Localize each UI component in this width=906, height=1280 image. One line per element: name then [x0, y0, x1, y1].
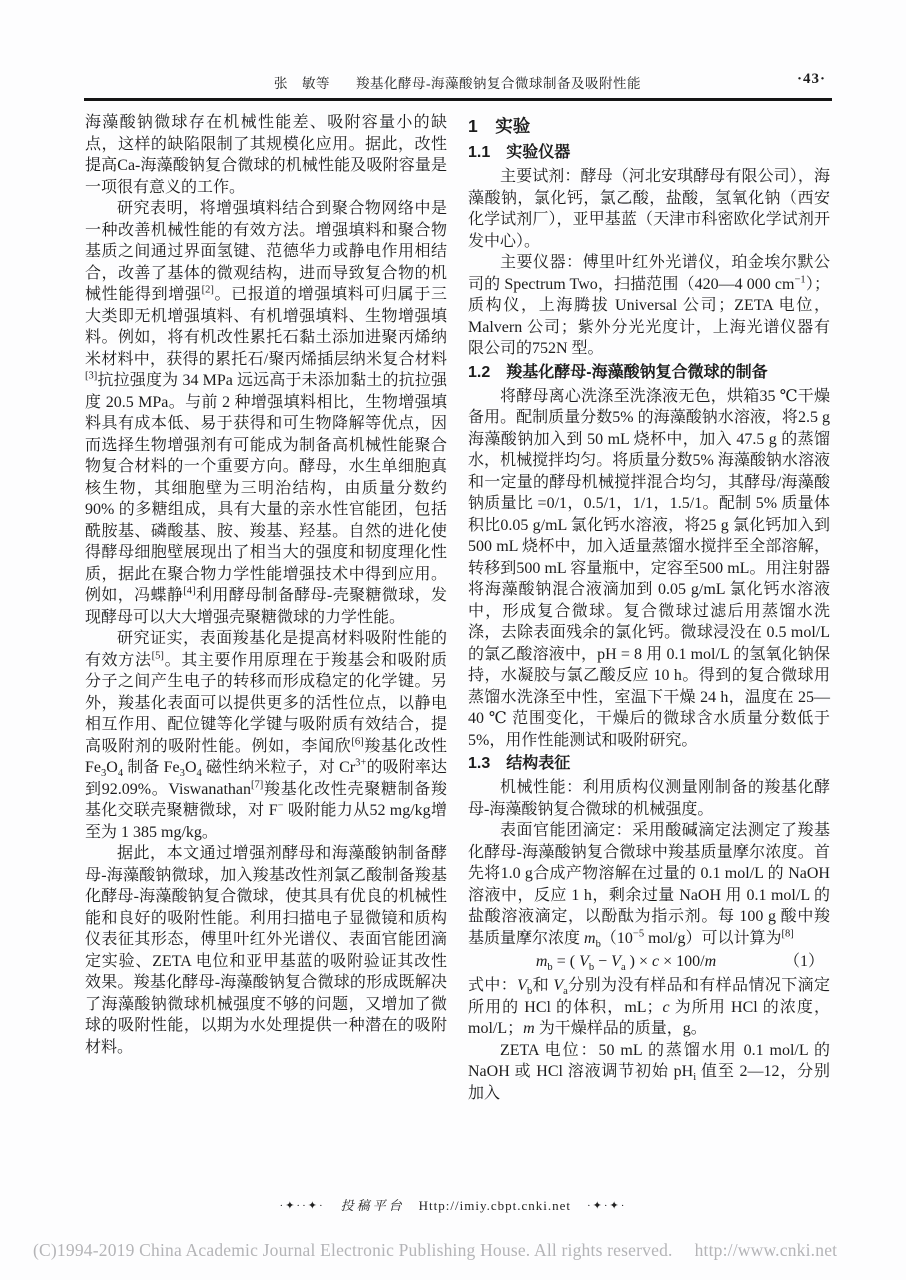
- running-head: [85, 72, 830, 92]
- section-1-heading: 1 实验: [468, 116, 531, 136]
- text-columns: [85, 112, 830, 1104]
- preparation-paragraph: 将酵母离心洗涤至洗涤液无色，烘箱35 ℃干燥备用。配制质量分数5% 的海藻酸钠水溶液，将2.5 g海藻酸钠加入到 50 mL 烧杯中，加入 47.5 g 的蒸馏水，机械搅拌均匀。将质量分数5% 海藻酸钠水溶液和一定量的酵母机械搅拌混合均匀，其酵母/海藻酸钠质量比 =0/1，0.5/1，1/1，1.5/1。配制 5% 质量体积比0.05 g/mL 氯化钙水溶液，将25 g 氯化钙加入到500 mL 烧杯中，加入适量蒸馏水搅拌至全部溶解，转移到500 mL 容量瓶中，定容至500 mL。用注射器将海藻酸钠混合液滴加到 0.05 g/mL 氯化钙水溶液中，形成复合微球。复合微球过滤后用蒸馏水洗涤，去除表面残余的氯化钙。微球浸没在 0.5 mol/L 的氯乙酸溶液中，pH = 8 用 0.1 mol/L 的氢氧化钠保持，水凝胶与氯乙酸反应 10 h。得到的复合微球用蒸馏水洗涤至中性，室温下干燥 24 h，温度在 25—40 ℃ 范围变化，干燥后的微球含水质量分数低于 5%，用作性能测试和吸附研究。: [468, 387, 830, 749]
- formula-variables-paragraph: 式中：$V_b$和 $V_a$分别为没有样品和有样品情况下滴定所用的 HCl 的体积，mL；c 为所用 HCl 的浓度，mol/L；m 为干燥样品的质量，g。: [468, 977, 830, 1037]
- copyright-text: (C)1994-2019 China Academic Journal Electronic Publishing House. All rights reserved.: [33, 1240, 673, 1260]
- running-head-center: [85, 72, 830, 92]
- copyright-url: http://www.cnki.net: [694, 1240, 838, 1260]
- left-column: [85, 112, 447, 1104]
- footer-platform-label: 投稿平台: [340, 1198, 405, 1213]
- reinforcement-filler-paragraph: 研究表明，将增强填料结合到聚合物网络中是一种改善机械性能的有效方法。增强填料和聚合物基质之间通过界面氢键、范德华力或静电作用相结合，改善了基体的微观结构，进而导致复合物的机械性能得到增强[2]。已报道的增强填料可归属于三大类即无机增强填料、有机增强填料、生物增强填料。例如，将有机改性累托石黏土添加进聚丙烯纳米材料中，获得的累托石/聚丙烯插层纳米复合材料[3]抗拉强度为 34 MPa 远远高于未添加黏土的抗拉强度 20.5 MPa。与前 2 种增强填料相比，生物增强填料具有成本低、易于获得和可生物降解等优点，因而选择生物增强剂有可能成为制备高机械性能聚合物复合材料的一个重要方向。酵母，水生单细胞真核生物，其细胞壁为三明治结构，由质量分数约90% 的多糖组成，具有大量的亲水性官能团，包括酰胺基、磷酸基、胺、羧基、羟基。自然的进化使得酵母细胞壁展现出了相当大的强度和韧度理化性质，据此在聚合物力学性能增强技术中得到应用。例如，冯蝶静[4]利用酵母制备酵母-壳聚糖微球，发现酵母可以大大增强壳聚糖微球的力学性能。: [85, 200, 447, 626]
- formula-1: [468, 949, 830, 975]
- section-1-3-heading: 1.3 结构表征: [468, 755, 571, 772]
- footer-ornament-right-icon: ·✦·✦·: [587, 1200, 627, 1212]
- paper-title: 羧基化酵母-海藻酸钠复合微球制备及吸附性能: [356, 76, 641, 91]
- section-1-1-heading: 1.1 实验仪器: [468, 144, 571, 161]
- footer-platform-url: Http://imiy.cbpt.cnki.net: [418, 1198, 571, 1213]
- section-1-2-heading: 1.2 羧基化酵母-海藻酸钠复合微球的制备: [468, 363, 768, 381]
- titration-paragraph: 表面官能团滴定：采用酸碱滴定法测定了羧基化酵母-海藻酸钠复合微球中羧基质量摩尔浓度。首先将1.0 g合成产物溶解在过量的 0.1 mol/L 的 NaOH 溶液中，反应 1 h，剩余过量 NaOH 用 0.1 mol/L 的盐酸溶液滴定，以酚酞为指示剂。每 100 g 酸中羧基质量摩尔浓度 $m_b(10^{-5}$ mol/g）可以计算为[8]: [468, 822, 830, 950]
- formula-1-body: $m_b$ = ( $V_b - V_a$ ) × c × 100/m: [535, 953, 717, 974]
- zeta-potential-paragraph: ZETA 电位：50 mL 的蒸馏水用 0.1 mol/L 的NaOH 或 HCl 溶液调节初始 $pH_i$ 值至 2—12，分别加入: [468, 1041, 830, 1102]
- author-name: 张 敏等: [274, 76, 330, 91]
- header-rule: [84, 98, 832, 101]
- instruments-paragraph: 主要仪器：傅里叶红外光谱仪，珀金埃尔默公司的 Spectrum Two，扫描范围（420—4 000 $cm^{-1}$）；质构仪，上海腾拔 Universal 公司；ZETA 电位，Malvern 公司；紫外分光光度计，上海光谱仪器有限公司的752N 型。: [468, 254, 830, 357]
- copyright-bar: [33, 1240, 873, 1261]
- right-column: [468, 112, 830, 1104]
- formula-1-number: （1）: [783, 953, 824, 970]
- footer-ornament-left-icon: ·✦··✦·: [279, 1200, 325, 1212]
- reagents-paragraph: 主要试剂：酵母（河北安琪酵母有限公司），海藻酸钠，氯化钙，氯乙酸，盐酸，氢氧化钠（西安化学试剂厂），亚甲基蓝（天津市科密欧化学试剂开发中心）。: [468, 168, 830, 250]
- intro-continued-paragraph: 海藻酸钠微球存在机械性能差、吸附容量小的缺点，这样的缺陷限制了其规模化应用。据此，改性提高Ca-海藻酸钠复合微球的机械性能及吸附容量是一项很有意义的工作。: [85, 114, 447, 196]
- mechanical-test-paragraph: 机械性能：利用质构仪测量刚制备的羧基化酵母-海藻酸钠复合微球的机械强度。: [468, 779, 830, 818]
- carboxylation-principle-paragraph: 研究证实，表面羧基化是提高材料吸附性能的有效方法[5]。其主要作用原理在于羧基会和吸附质分子之间产生电子的转移而形成稳定的化学键。另外，羧基化表面可以提供更多的活性位点，以静电相互作用、配位键等化学键与吸附质有效结合，提高吸附剂的吸附性能。例如，李闻欣[6]羧基化改性$Fe_3O_4$ 制备 $Fe_3O_4$ 磁性纳米粒子，对 $Cr^{3+}$的吸附率达到92.09%。Viswanathan[7]羧基化改性壳聚糖制备羧基化交联壳聚糖微球，对 F− 吸附能力从52 mg/kg增至为 1 385 mg/kg。: [85, 630, 447, 841]
- submission-footer: [0, 1195, 906, 1214]
- study-purpose-paragraph: 据此，本文通过增强剂酵母和海藻酸钠制备酵母-海藻酸钠微球，加入羧基改性剂氯乙酸制备羧基化酵母-海藻酸钠复合微球，使其具有优良的机械性能和良好的吸附性能。利用扫描电子显微镜和质构仪表征其形态，傅里叶红外光谱仪、表面官能团滴定实验、ZETA 电位和亚甲基蓝的吸附验证其改性效果。羧基化酵母-海藻酸钠复合微球的形成既解决了海藻酸钠微球机械强度不够的问题，又增加了微球的吸附性能，以期为水处理提供一种潜在的吸附材料。: [85, 845, 447, 1056]
- page-number: ·43·: [796, 71, 826, 87]
